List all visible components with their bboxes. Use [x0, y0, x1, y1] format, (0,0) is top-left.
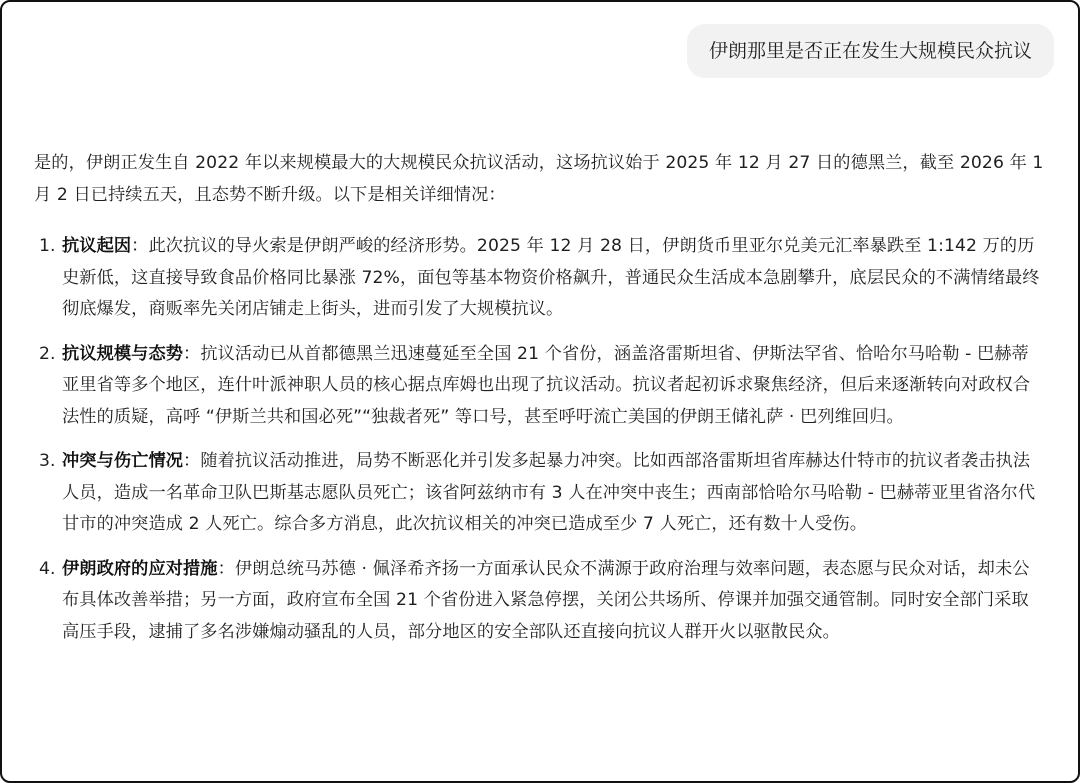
point-body: 随着抗议活动推进，局势不断恶化并引发多起暴力冲突。比如西部洛雷斯坦省库赫达什特市的抗议者袭击执法人员，造成一名革命卫队巴斯基志愿队员死亡；该省阿兹纳市有 3 人在冲突中丧生；西南部恰哈尔马哈勒 - 巴赫蒂亚里省洛尔代甘市的冲突造成 2 人死亡。综合多方消息，此次抗议相关的冲突已造成至少 7 人死亡，还有数十人受伤。 — [62, 451, 1036, 534]
point-heading: 伊朗政府的应对措施 — [62, 558, 218, 579]
point-separator: ： — [217, 558, 235, 579]
list-number: 1. — [39, 236, 56, 256]
list-item-government-response — [34, 554, 1044, 649]
assistant-response — [34, 148, 1044, 661]
list-number: 2. — [39, 343, 56, 364]
user-message-text: 伊朗那里是否正在发生大规模民众抗议 — [708, 40, 1032, 62]
user-message-bubble — [687, 24, 1054, 78]
list-item-casualties — [34, 446, 1044, 541]
point-separator: ： — [183, 343, 201, 364]
list-item-cause — [34, 231, 1044, 326]
point-separator: ： — [131, 236, 149, 256]
list-item-scale — [34, 339, 1044, 434]
point-heading: 冲突与伤亡情况 — [62, 451, 184, 471]
list-number: 3. — [39, 451, 56, 471]
point-body: 抗议活动已从首都德黑兰迅速蔓延至全国 21 个省份，涵盖洛雷斯坦省、伊斯法罕省、恰哈尔马哈勒 - 巴赫蒂亚里省等多个地区，连什叶派神职人员的核心据点库姆也出现了抗议活动。抗议者起初诉求聚焦经济，但后来逐渐转向对政权合法性的质疑，高呼 “伊斯兰共和国必死”“独裁者死” 等口号，甚至呼吁流亡美国的伊朗王储礼萨 · 巴列维回归。 — [62, 343, 1031, 427]
point-body: 此次抗议的导火索是伊朗严峻的经济形势。2025 年 12 月 28 日，伊朗货币里亚尔兑美元汇率暴跌至 1:142 万的历史新低，这直接导致食品价格同比暴涨 72%，面包等基本物资价格飙升，普通民众生活成本急剧攀升，底层民众的不满情绪最终彻底爆发，商贩率先关闭店铺走上街头，进而引发了大规模抗议。 — [62, 236, 1040, 319]
response-points-list — [34, 231, 1044, 648]
list-number: 4. — [39, 558, 56, 579]
point-heading: 抗议规模与态势 — [62, 343, 184, 364]
point-separator: ： — [183, 451, 201, 471]
response-intro: 是的，伊朗正发生自 2022 年以来规模最大的大规模民众抗议活动，这场抗议始于 2025 年 12 月 27 日的德黑兰，截至 2026 年 1 月 2 日已持续五天，且态势不断升级。以下是相关详细情况： — [34, 153, 1044, 205]
point-body: 伊朗总统马苏德 · 佩泽希齐扬一方面承认民众不满源于政府治理与效率问题，表态愿与民众对话，却未公布具体改善举措；另一方面，政府宣布全国 21 个省份进入紧急停摆，关闭公共场所、停课并加强交通管制。同时安全部门采取高压手段，逮捕了多名涉嫌煽动骚乱的人员，部分地区的安全部队还直接向抗议人群开火以驱散民众。 — [62, 558, 1030, 642]
point-heading: 抗议起因 — [62, 236, 132, 256]
